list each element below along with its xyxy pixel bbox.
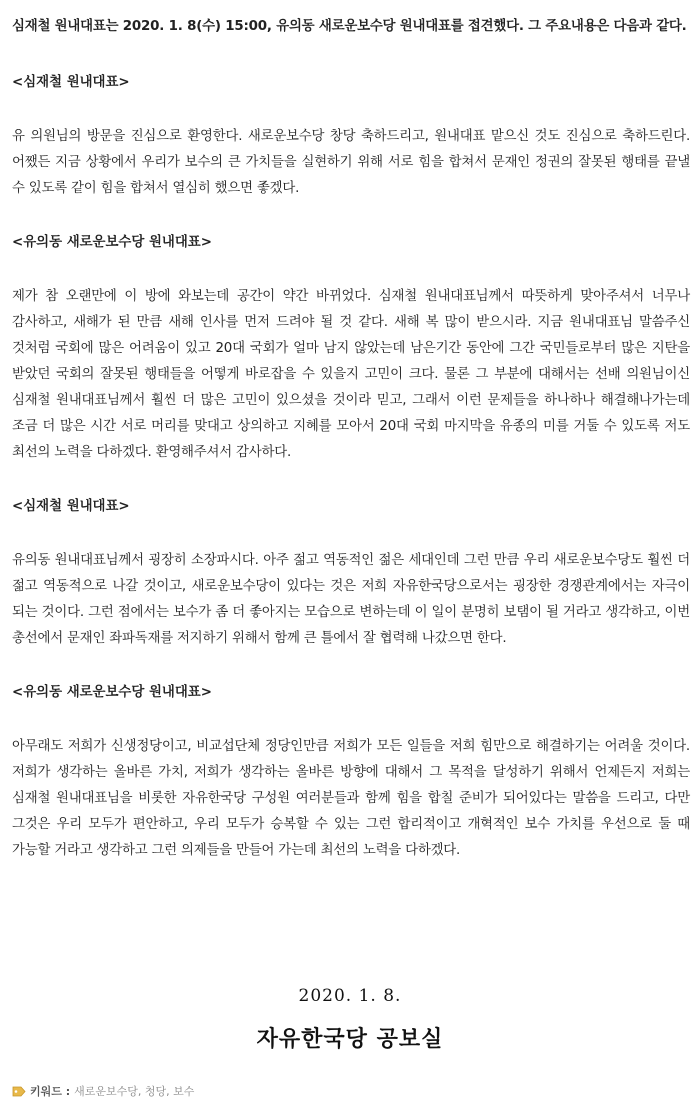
speech-text: 유 의원님의 방문을 진심으로 환영한다. 새로운보수당 창당 축하드리고, 원내대표 맡으신 것도 진심으로 축하드린다. 어쨌든 지금 상황에서 우리가 보수의 큰 가치들을 실현하기 위해 서로 힘을 합쳐서 문재인 정권의 잘못된 행태를 끝낼 수 있도록 같이 힘을 합쳐서 열심히 했으면 좋겠다. — [12, 129, 690, 196]
speech-text: 유의동 원내대표님께서 굉장히 소장파시다. 아주 젊고 역동적인 젊은 세대인데 그런 만큼 우리 새로운보수당도 훨씬 더 젊고 역동적으로 나갈 것이고, 새로운보수당이 있다는 것은 저희 자유한국당으로서는 굉장한 경쟁관계에서는 자극이 되는 것이다. 그런 점에서는 보수가 좀 더 좋아지는 모습으로 변하는데 이 일이 분명히 보탬이 될 거라고 생각하고, 이번 총선에서 문재인 좌파독재를 저지하기 위해서 함께 큰 틀에서 잘 협력해 나갔으면 한다. — [12, 553, 690, 646]
speaker-heading: <유의동 새로운보수당 원내대표> — [12, 685, 212, 700]
section-2 — [12, 230, 690, 466]
keywords-label: 키워드 : — [30, 1085, 71, 1098]
speaker-heading: <유의동 새로운보수당 원내대표> — [12, 235, 212, 250]
keywords-values[interactable]: 새로운보수당, 청당, 보수 — [74, 1085, 195, 1098]
lead-paragraph: 심재철 원내대표는 2020. 1. 8(수) 15:00, 유의동 새로운보수당 원내대표를 접견했다. 그 주요내용은 다음과 같다. — [12, 19, 687, 34]
document-body — [12, 14, 690, 864]
speech-text: 제가 참 오랜만에 이 방에 와보는데 공간이 약간 바뀌었다. 심재철 원내대표님께서 따뜻하게 맞아주셔서 너무나 감사하고, 새해가 된 만큼 새해 인사를 먼저 드려야 될 것 같다. 새해 복 많이 받으시라. 지금 원내대표님 말씀주신 것처럼 국회에 많은 어려움이 있고 20대 국회가 얼마 남지 않았는데 남은기간 동안에 그간 국민들로부터 많은 지탄을 받았던 국회의 잘못된 행태들을 어떻게 바로잡을 수 있을지 고민이 크다. 물론 그 부분에 대해서는 선배 의원님이신 심재철 원내대표님께서 훨씬 더 많은 고민이 있으셨을 것이라 믿고, 그래서 이런 문제들을 하나하나 해결해나가는데 조금 더 많은 시간 서로 머리를 맞대고 상의하고 지혜를 모아서 20대 국회 마지막을 유종의 미를 거둘 수 있도록 저도 최선의 노력을 다하겠다. 환영해주셔서 감사하다. — [12, 289, 690, 460]
section-3 — [12, 494, 690, 652]
issuing-organization: 자유한국당 공보실 — [256, 1027, 444, 1052]
keywords-bar — [12, 1083, 194, 1099]
release-date: 2020. 1. 8. — [298, 986, 402, 1006]
speaker-heading: <심재철 원내대표> — [12, 499, 130, 514]
speech-text: 아무래도 저희가 신생정당이고, 비교섭단체 정당인만큼 저희가 모든 일들을 저희 힘만으로 해결하기는 어려울 것이다. 저희가 생각하는 올바른 가치, 저희가 생각하는 올바른 방향에 대해서 그 목적을 달성하기 위해서 언제든지 저희는 심재철 원내대표님을 비롯한 자유한국당 구성원 여러분들과 함께 힘을 합칠 준비가 되어있다는 말씀을 드리고, 다만 그것은 우리 모두가 편안하고, 우리 모두가 승복할 수 있는 그런 합리적이고 개혁적인 보수 가치를 우선으로 둘 때 가능할 거라고 생각하고 그런 의제들을 만들어 가는데 최선의 노력을 다하겠다. — [12, 739, 690, 858]
speaker-heading: <심재철 원내대표> — [12, 75, 130, 90]
section-4 — [12, 680, 690, 864]
section-1 — [12, 70, 690, 202]
tag-icon — [12, 1086, 26, 1097]
